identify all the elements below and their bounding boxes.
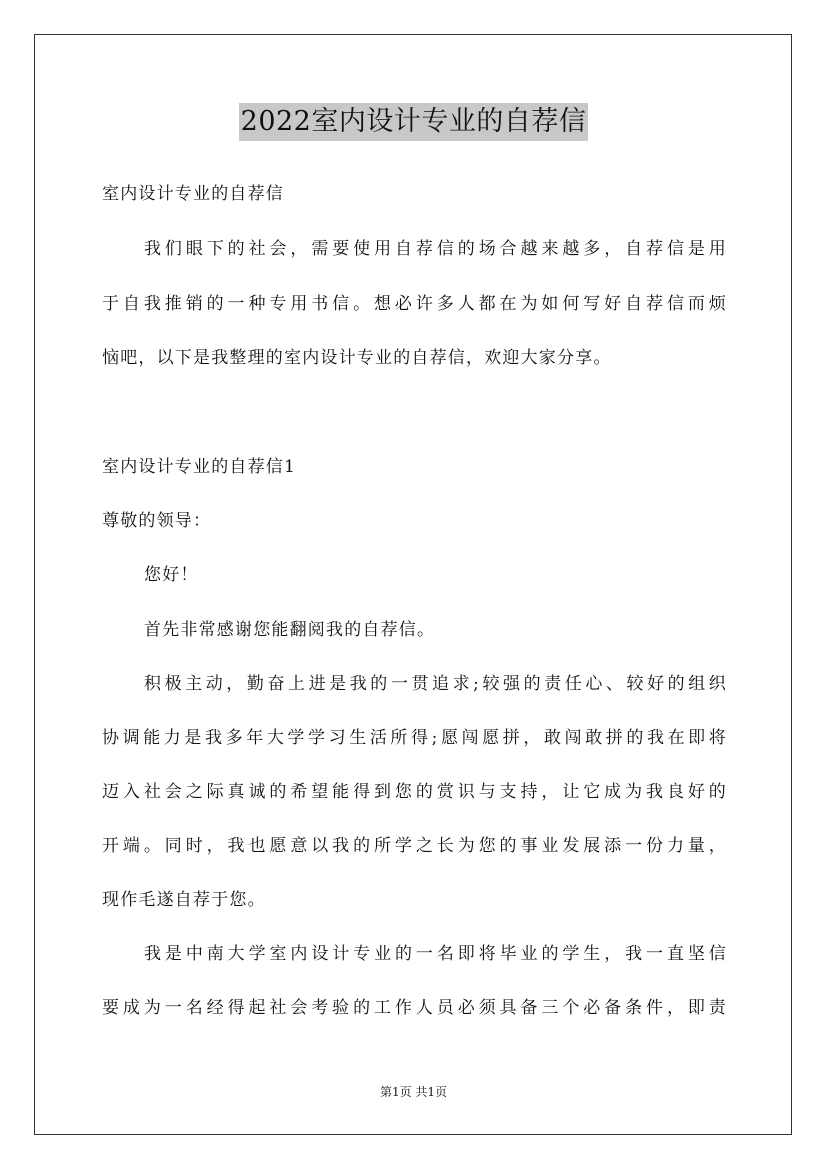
intro-line: 我们眼下的社会，需要使用自荐信的场合越来越多，自荐信是用 <box>144 239 727 259</box>
document-subtitle: 室内设计专业的自荐信 <box>102 184 284 204</box>
intro-line: 于自我推销的一种专用书信。想必许多人都在为如何写好自荐信而烦 <box>102 294 727 314</box>
greeting: 您好！ <box>144 565 199 585</box>
intro-line: 恼吧，以下是我整理的室内设计专业的自荐信，欢迎大家分享。 <box>102 348 612 368</box>
paragraph-line: 首先非常感谢您能翻阅我的自荐信。 <box>144 620 436 640</box>
paragraph-line: 迈入社会之际真诚的希望能得到您的赏识与支持，让它成为我良好的 <box>102 782 727 802</box>
paragraph-line: 要成为一名经得起社会考验的工作人员必须具备三个必备条件，即责 <box>102 998 727 1018</box>
paragraph-line: 协调能力是我多年大学学习生活所得;愿闯愿拼，敢闯敢拼的我在即将 <box>102 728 727 748</box>
document-title: 2022室内设计专业的自荐信 <box>239 103 589 141</box>
paragraph-line: 积极主动，勤奋上进是我的一贯追求;较强的责任心、较好的组织 <box>144 674 727 694</box>
paragraph-line: 开端。同时，我也愿意以我的所学之长为您的事业发展添一份力量， <box>102 836 727 856</box>
page-footer: 第1页 共1页 <box>379 1085 448 1099</box>
title-container <box>0 103 827 141</box>
paragraph-line: 我是中南大学室内设计专业的一名即将毕业的学生，我一直坚信 <box>144 944 727 964</box>
salutation: 尊敬的领导： <box>102 511 212 531</box>
paragraph-line: 现作毛遂自荐于您。 <box>102 890 266 910</box>
section-heading: 室内设计专业的自荐信1 <box>102 457 297 477</box>
